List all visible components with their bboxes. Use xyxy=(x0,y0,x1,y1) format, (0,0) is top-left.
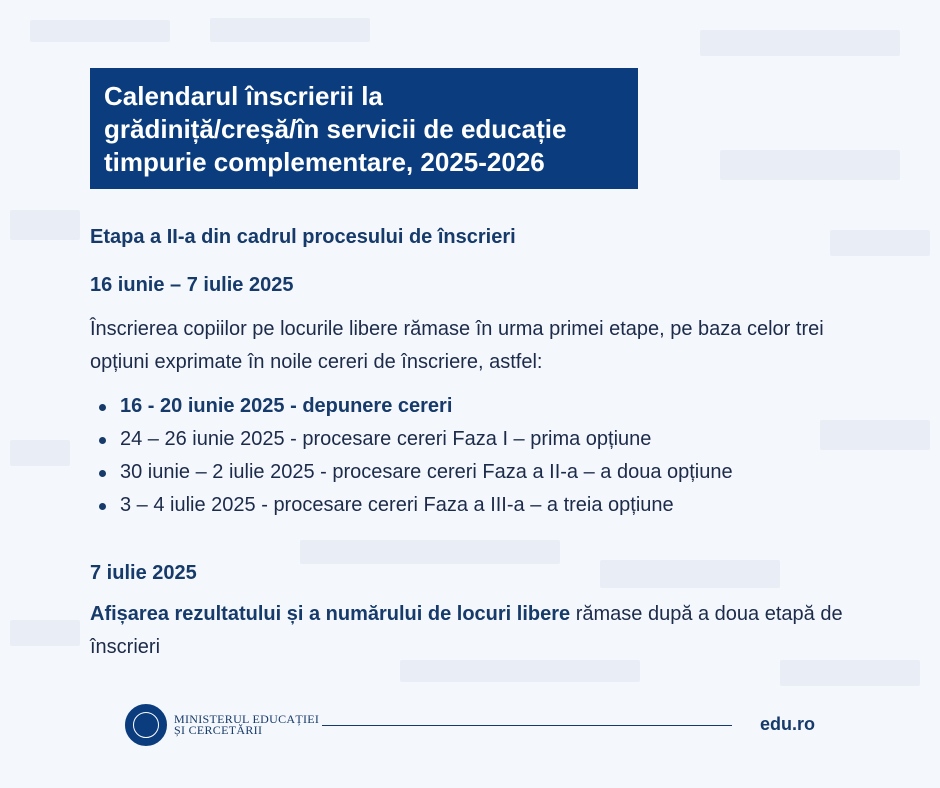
background-brick xyxy=(30,20,170,42)
results-paragraph xyxy=(90,598,870,664)
results-rest-text: rămase după a doua etapă de înscrieri xyxy=(90,603,843,658)
background-brick xyxy=(820,420,930,450)
list-item-text: 24 – 26 iunie 2025 - procesare cereri Faza I – prima opțiune xyxy=(120,428,652,450)
background-brick xyxy=(700,30,900,56)
title-banner xyxy=(90,68,638,189)
results-bold-text: Afișarea rezultatului și a numărului de locuri libere xyxy=(90,603,571,625)
title-line: grădiniță/creșă/în servicii de educație xyxy=(104,114,567,144)
period-heading: 16 iunie – 7 iulie 2025 xyxy=(90,274,294,296)
stage-heading: Etapa a II-a din cadrul procesului de înscrieri xyxy=(90,226,516,248)
list-item-text: 30 iunie – 2 iulie 2025 - procesare cereri Faza a II-a – a doua opțiune xyxy=(120,461,733,483)
results-date: 7 iulie 2025 xyxy=(90,562,197,584)
background-brick xyxy=(10,620,80,646)
title-line: timpurie complementare, 2025-2026 xyxy=(104,147,545,177)
footer xyxy=(0,700,940,760)
website-link[interactable]: edu.ro xyxy=(760,714,816,734)
background-brick xyxy=(210,18,370,42)
background-brick xyxy=(300,540,560,564)
title-line: Calendarul înscrierii la xyxy=(104,81,383,111)
schedule-list xyxy=(90,390,733,522)
bullet-icon xyxy=(99,470,106,477)
bullet-icon xyxy=(99,503,106,510)
background-brick xyxy=(830,230,930,256)
ministry-line: ȘI CERCETĂRII xyxy=(174,723,263,737)
intro-paragraph: Înscrierea copiilor pe locurile libere rămase în urma primei etape, pe baza celor trei opțiuni exprimate în noile cereri de înscriere, astfel: xyxy=(90,318,824,373)
list-item xyxy=(90,489,733,522)
list-item xyxy=(90,456,733,489)
ministry-line: MINISTERUL EDUCAȚIEI xyxy=(174,712,320,726)
list-item xyxy=(90,423,733,456)
government-seal-icon xyxy=(125,704,167,746)
list-item-text: 16 - 20 iunie 2025 - depunere cereri xyxy=(120,395,453,417)
background-brick xyxy=(720,150,900,180)
bullet-icon xyxy=(99,437,106,444)
list-item-text: 3 – 4 iulie 2025 - procesare cereri Faza a III-a – a treia opțiune xyxy=(120,494,674,516)
background-brick xyxy=(10,440,70,466)
list-item xyxy=(90,390,733,423)
background-brick xyxy=(600,560,780,588)
background-brick xyxy=(10,210,80,240)
footer-divider xyxy=(322,725,732,726)
ministry-logo-text xyxy=(174,714,319,736)
bullet-icon xyxy=(99,404,106,411)
